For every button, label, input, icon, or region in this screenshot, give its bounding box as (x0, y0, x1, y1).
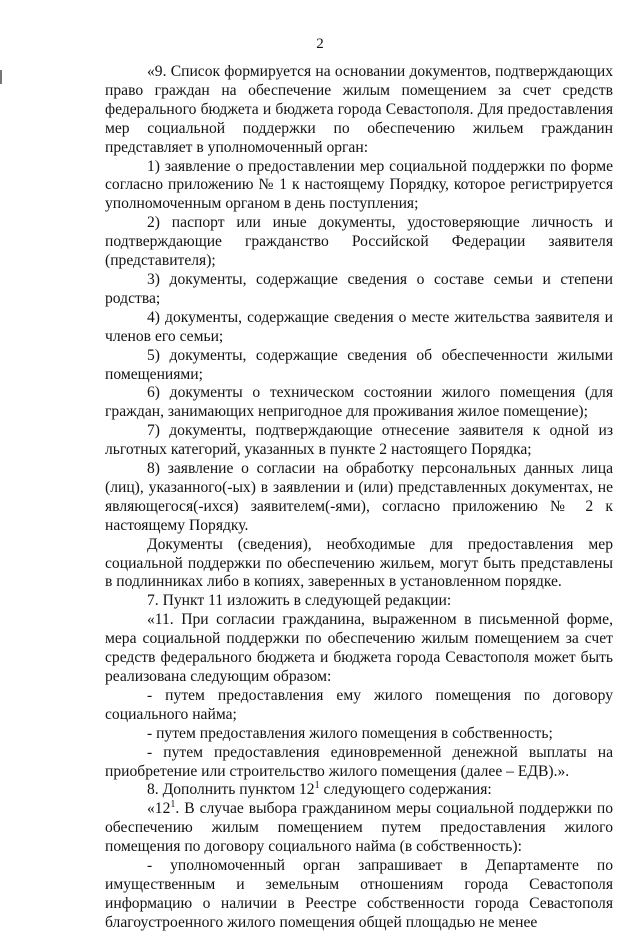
paragraph-text: «12 (147, 800, 171, 818)
binding-mark (0, 70, 2, 84)
paragraph: Документы (сведения), необходимые для предоставления мер социальной поддержки по обеспечению жильем, могут быть представлены в подлинниках либо в копиях, заверенных в установленном порядке. (105, 535, 613, 591)
paragraph-text: . В случае выбора гражданином меры социальной поддержки по обеспечению жилым помещением путем предоставления жилого помещения по договору социального найма (в собственность): (105, 800, 613, 856)
paragraph: 3) документы, содержащие сведения о составе семьи и степени родства; (105, 270, 613, 307)
paragraph: «9. Список формируется на основании документов, подтверждающих право граждан на обеспечение жилым помещением за счет средств федерального бюджета и бюджета города Севастополя. Для предоставления мер социальной поддержки по обеспечению жильем гражданин представляет в уполномоченный орган: (105, 63, 613, 156)
paragraph: - путем предоставления жилого помещения в собственность; (147, 724, 553, 742)
paragraph-text: 8. Дополнить пунктом 12 (147, 781, 315, 799)
paragraph: «11. При согласии гражданина, выраженном в письменной форме, мера социальной поддержки по обеспечению жилым помещением за счет средств федерального бюджета и бюджета города Севастополя может быть реализована следующим образом: (105, 611, 613, 685)
paragraph-text: следующего содержания: (319, 781, 492, 799)
paragraph: - уполномоченный орган запрашивает в Департаменте по имущественным и земельным отношениям города Севастополя информацию о наличии в Реестре собственности города Севастополя благоустроенного жилого помещения общей площадью не менее (105, 857, 613, 931)
paragraph: 5) документы, содержащие сведения об обеспеченности жилыми помещениями; (105, 346, 613, 383)
paragraph: 1) заявление о предоставлении мер социальной поддержки по форме согласно приложению № 1 к настоящему Порядку, которое регистрируется уполномоченным органом в день поступления; (105, 157, 613, 213)
paragraph: 8) заявление о согласии на обработку персональных данных лица (лиц), указанного(-ых) в заявлении и (или) представленных документах, не являющегося(-ихся) заявителем(-ями), согласно приложению № 2 к настоящему Порядку. (105, 460, 613, 534)
paragraph: - путем предоставления единовременной денежной выплаты на приобретение или строительство жилого помещения (далее – ЕДВ).». (105, 743, 613, 780)
paragraph: 7. Пункт 11 изложить в следующей редакции: (147, 592, 452, 610)
document-body (105, 63, 613, 933)
paragraph: 2) паспорт или иные документы, удостоверяющие личность и подтверждающие гражданство Российской Федерации заявителя (представителя); (105, 214, 613, 270)
page-number: 2 (316, 36, 324, 52)
paragraph: 4) документы, содержащие сведения о месте жительства заявителя и членов его семьи; (105, 308, 613, 345)
paragraph: - путем предоставления ему жилого помещения по договору социального найма; (105, 686, 613, 723)
superscript: 1 (170, 799, 176, 811)
superscript: 1 (314, 780, 320, 792)
paragraph: 7) документы, подтверждающие отнесение заявителя к одной из льготных категорий, указанных в пункте 2 настоящего Порядка; (105, 422, 613, 459)
paragraph (105, 781, 613, 800)
paragraph: 6) документы о техническом состоянии жилого помещения (для граждан, занимающих непригодное для проживания жилое помещение); (105, 384, 613, 421)
paragraph (105, 800, 613, 857)
